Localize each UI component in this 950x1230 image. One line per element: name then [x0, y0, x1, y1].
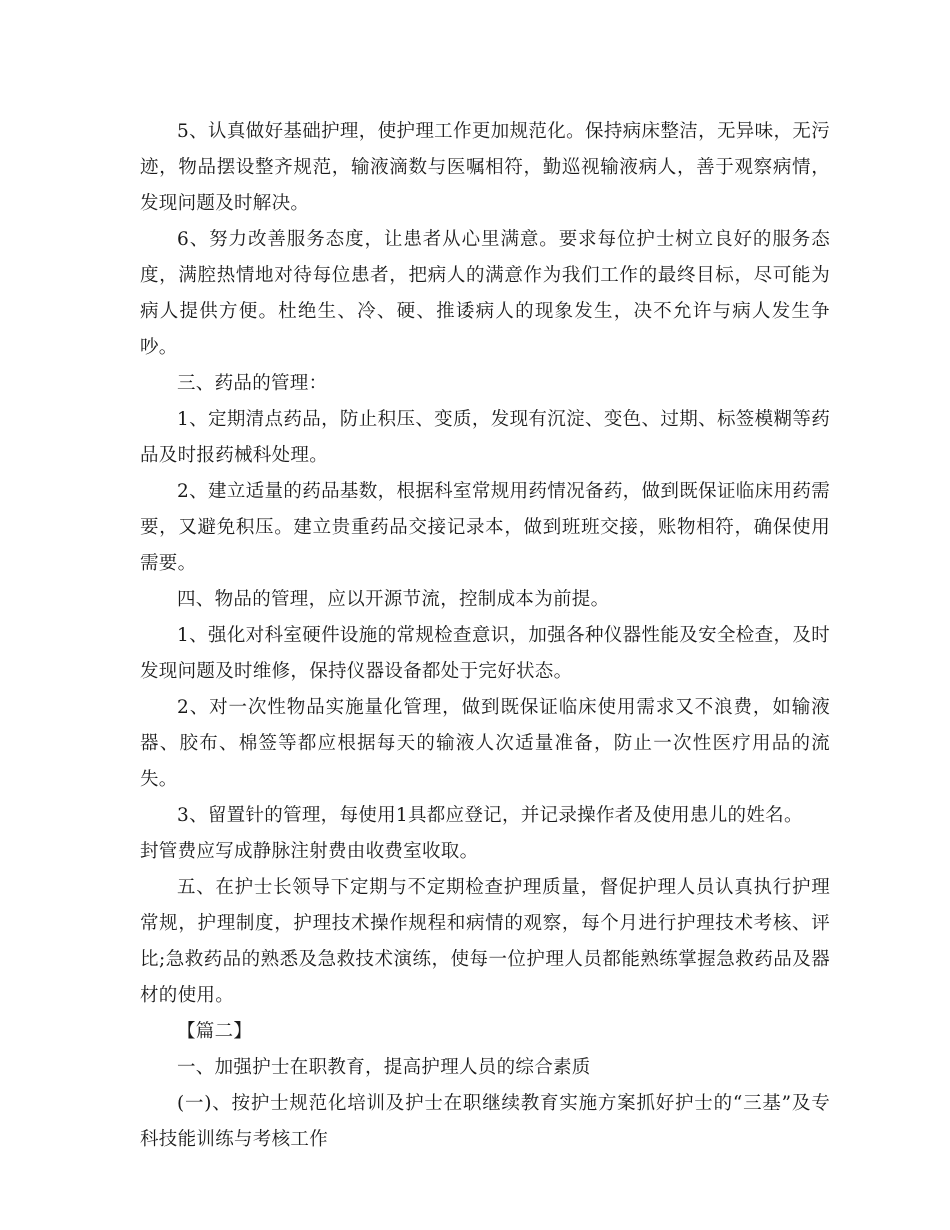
- section-title-part-two: 【篇二】: [177, 1021, 253, 1042]
- section-heading-in-service-education: 一、加强护士在职教育，提高护理人员的综合素质: [177, 1057, 591, 1078]
- paragraph-drug-base-quantity: 2、建立适量的药品基数，根据科室常规用药情况备药，做到既保证临床用药需要，又避免积压。建立贵重药品交接记录本，做到班班交接，账物相符，确保使用需要。: [140, 481, 830, 574]
- section-heading-drug-management: 三、药品的管理：: [177, 373, 328, 394]
- paragraph-indwelling-needle: 3、留置针的管理，每使用1具都应登记，并记录操作者及使用患儿的姓名。: [177, 805, 803, 826]
- paragraph-disposable-items: 2、对一次性物品实施量化管理，做到既保证临床使用需求又不浪费，如输液器、胶布、棉签等都应根据每天的输液人次适量准备，防止一次性医疗用品的流失。: [140, 697, 830, 790]
- paragraph-drug-inventory: 1、定期清点药品，防止积压、变质，发现有沉淀、变色、过期、标签模糊等药品及时报药械科处理。: [140, 409, 830, 466]
- paragraph-quality-inspection: 五、在护士长领导下定期与不定期检查护理质量，督促护理人员认真执行护理常规，护理制度，护理技术操作规程和病情的观察，每个月进行护理技术考核、评比;急救药品的熟悉及急救技术演练，使每一位护理人员都能熟练掌握急救药品及器材的使用。: [140, 877, 830, 1006]
- paragraph-standardized-training: (一)、按护士规范化培训及护士在职继续教育实施方案抓好护士的“三基”及专科技能训练与考核工作: [140, 1093, 830, 1150]
- document-body: [140, 114, 830, 1158]
- paragraph-service-attitude: 6、努力改善服务态度，让患者从心里满意。要求每位护士树立良好的服务态度，满腔热情地对待每位患者，把病人的满意作为我们工作的最终目标，尽可能为病人提供方便。杜绝生、冷、硬、推诿病人的现象发生，决不允许与病人发生争吵。: [140, 229, 830, 358]
- section-heading-supplies-management: 四、物品的管理，应以开源节流，控制成本为前提。: [177, 589, 610, 610]
- paragraph-equipment-inspection: 1、强化对科室硬件设施的常规检查意识，加强各种仪器性能及安全检查，及时发现问题及时维修，保持仪器设备都处于完好状态。: [140, 625, 830, 682]
- paragraph-basic-nursing: 5、认真做好基础护理，使护理工作更加规范化。保持病床整洁，无异味，无污迹，物品摆设整齐规范，输液滴数与医嘱相符，勤巡视输液病人，善于观察病情，发现问题及时解决。: [140, 121, 830, 214]
- paragraph-sealing-fee: 封管费应写成静脉注射费由收费室收取。: [140, 841, 479, 862]
